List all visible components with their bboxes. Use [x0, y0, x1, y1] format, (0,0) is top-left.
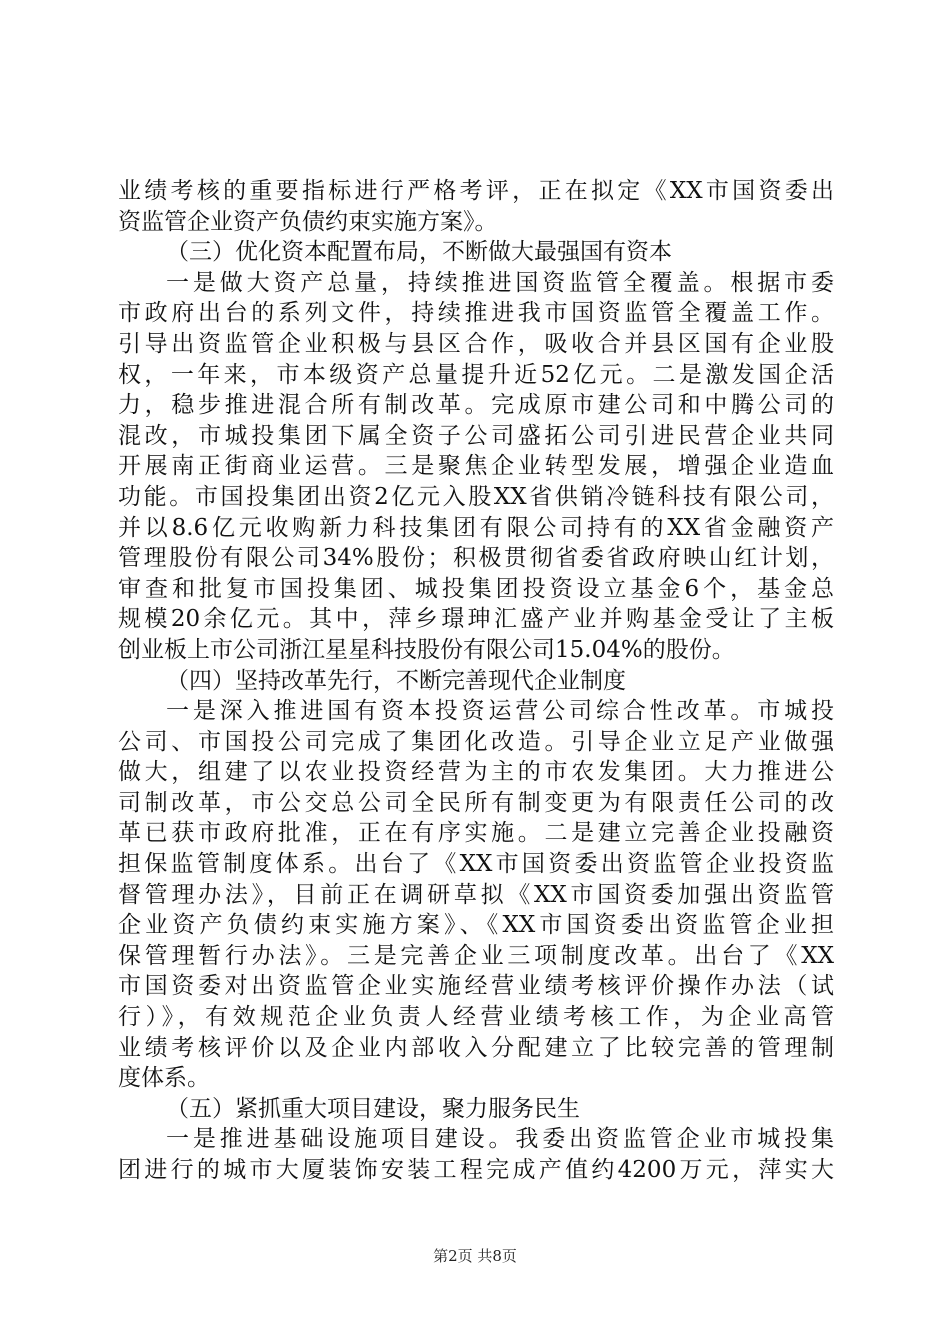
paragraph-line: 司制改革，市公交总公司全民所有制变更为有限责任公司的改 — [118, 789, 834, 816]
paragraph-line: 度体系。 — [118, 1065, 210, 1092]
paragraph-first-line: 一是推进基础设施项目建设。我委出资监管企业市城投集 — [166, 1126, 834, 1153]
paragraph-line: 市政府出台的系列文件，持续推进我市国资监管全覆盖工作。 — [118, 300, 834, 327]
paragraph-line: 开展南正街商业运营。三是聚焦企业转型发展，增强企业造血 — [118, 453, 834, 480]
paragraph-first-line: 一是深入推进国有资本投资运营公司综合性改革。市城投 — [166, 698, 834, 725]
paragraph-first-line: 一是做大资产总量，持续推进国资监管全覆盖。根据市委 — [166, 269, 834, 296]
paragraph-line: 创业板上市公司浙江星星科技股份有限公司15.04%的股份。 — [118, 636, 735, 663]
paragraph-line: 并以8.6亿元收购新力科技集团有限公司持有的XX省金融资产 — [118, 514, 834, 541]
paragraph-line: 权，一年来，市本级资产总量提升近52亿元。二是激发国企活 — [118, 361, 834, 388]
paragraph-line: 督管理办法》，目前正在调研草拟《XX市国资委加强出资监管 — [118, 881, 834, 908]
paragraph-line: 公司、市国投公司完成了集团化改造。引导企业立足产业做强 — [118, 728, 834, 755]
paragraph-first-line: （五）紧抓重大项目建设，聚力服务民生 — [166, 1095, 580, 1122]
paragraph-line: 市国资委对出资监管企业实施经营业绩考核评价操作办法（试 — [118, 973, 834, 1000]
paragraph-first-line: （四）坚持改革先行，不断完善现代企业制度 — [166, 667, 626, 694]
paragraph-line: 力，稳步推进混合所有制改革。完成原市建公司和中腾公司的 — [118, 392, 834, 419]
paragraph-line: 混改，市城投集团下属全资子公司盛拓公司引进民营企业共同 — [118, 422, 834, 449]
paragraph-line: 担保监管制度体系。出台了《XX市国资委出资监管企业投资监 — [118, 851, 834, 878]
paragraph-line: 业绩考核的重要指标进行严格考评，正在拟定《XX市国资委出 — [118, 178, 834, 204]
paragraph-line: 企业资产负债约束实施方案》、《XX市国资委出资监管企业担 — [118, 912, 834, 939]
paragraph-line: 保管理暂行办法》。三是完善企业三项制度改革。出台了《XX — [118, 942, 834, 969]
paragraph-line: 做大，组建了以农业投资经营为主的市农发集团。大力推进公 — [118, 759, 834, 786]
paragraph-line: 功能。市国投集团出资2亿元入股XX省供销冷链科技有限公司， — [118, 483, 834, 510]
paragraph-line: 团进行的城市大厦装饰安装工程完成产值约4200万元，萍实大 — [118, 1157, 834, 1183]
paragraph-first-line: （三）优化资本配置布局，不断做大最强国有资本 — [166, 239, 672, 266]
page-footer: 第2页 共8页 — [433, 1247, 517, 1265]
paragraph-line: 业绩考核评价以及企业内部收入分配建立了比较完善的管理制 — [118, 1034, 834, 1061]
document-body — [118, 176, 834, 1186]
paragraph-line: 革已获市政府批准，正在有序实施。二是建立完善企业投融资 — [118, 820, 834, 847]
paragraph-line: 审查和批复市国投集团、城投集团投资设立基金6个，基金总 — [118, 575, 834, 602]
paragraph-line: 资监管企业资产负债约束实施方案》。 — [118, 208, 498, 235]
paragraph-line: 行）》，有效规范企业负责人经营业绩考核工作，为企业高管 — [118, 1004, 834, 1031]
paragraph-line: 引导出资监管企业积极与县区合作，吸收合并县区国有企业股 — [118, 330, 834, 357]
paragraph-line: 管理股份有限公司34%股份；积极贯彻省委省政府映山红计划， — [118, 545, 834, 572]
paragraph-line: 规模20余亿元。其中，萍乡璟珅汇盛产业并购基金受让了主板 — [118, 606, 834, 633]
